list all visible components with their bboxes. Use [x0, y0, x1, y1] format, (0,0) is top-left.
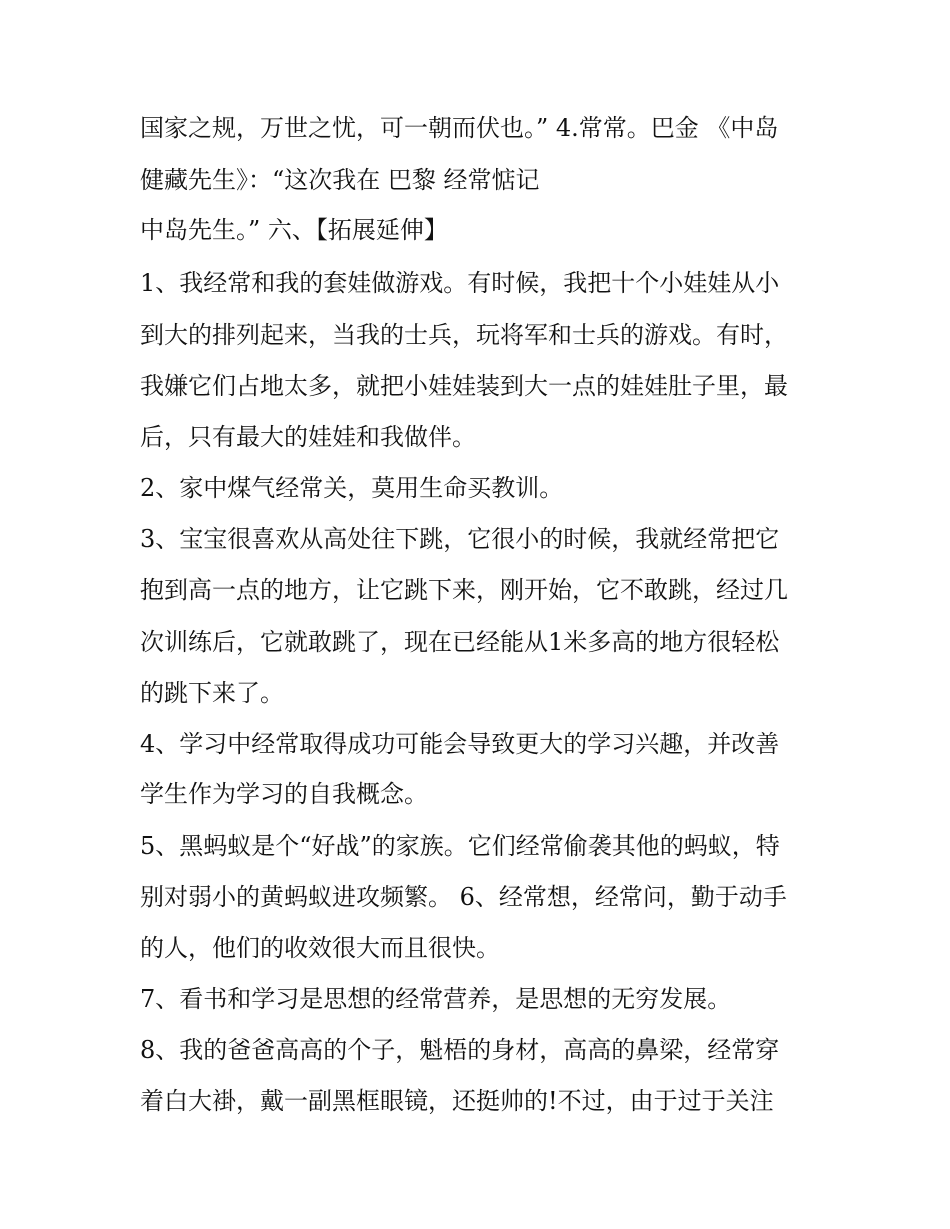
list-item-7: 7、看书和学习是思想的经常营养，是思想的无穷发展。	[140, 985, 732, 1013]
list-item-1: 1、我经常和我的套娃做游戏。有时候，我把十个小娃娃从小	[140, 269, 780, 297]
list-item-4: 4、学习中经常取得成功可能会导致更大的学习兴趣，并改善	[140, 730, 780, 758]
text-line: 中岛先生。” 六、【拓展延伸】	[140, 216, 448, 244]
text-line: 次训练后，它就敢跳了，现在已经能从1米多高的地方很轻松	[140, 628, 780, 656]
list-item-2: 2、家中煤气经常关，莫用生命买教训。	[140, 474, 564, 502]
text-line: 我嫌它们占地太多，就把小娃娃装到大一点的娃娃肚子里，最	[140, 372, 788, 400]
list-item-5: 5、黑蚂蚁是个“好战”的家族。它们经常偷袭其他的蚂蚁，特	[140, 832, 780, 860]
text-line: 学生作为学习的自我概念。	[140, 780, 428, 808]
list-item-3: 3、宝宝很喜欢从高处往下跳，它很小的时候，我就经常把它	[140, 525, 780, 553]
text-line: 健藏先生》：“这次我在 巴黎 经常惦记	[140, 166, 540, 194]
text-line: 后，只有最大的娃娃和我做伴。	[140, 423, 476, 451]
text-line: 到大的排列起来，当我的士兵，玩将军和士兵的游戏。有时，	[140, 321, 788, 349]
text-line: 的人，他们的收效很大而且很快。	[140, 934, 500, 962]
list-item-8: 8、我的爸爸高高的个子，魁梧的身材，高高的鼻梁，经常穿	[140, 1036, 780, 1064]
text-line: 国家之规，万世之忧，可一朝而伏也。” 4.常常。巴金 《中岛	[140, 114, 779, 142]
text-line: 着白大褂，戴一副黑框眼镜，还挺帅的!不过，由于过于关注	[140, 1087, 774, 1115]
text-line: 抱到高一点的地方，让它跳下来，刚开始，它不敢跳，经过几	[140, 576, 788, 604]
text-line: 的跳下来了。	[140, 679, 284, 707]
text-line: 别对弱小的黄蚂蚁进攻频繁。 6、经常想，经常问，勤于动手	[140, 883, 787, 911]
